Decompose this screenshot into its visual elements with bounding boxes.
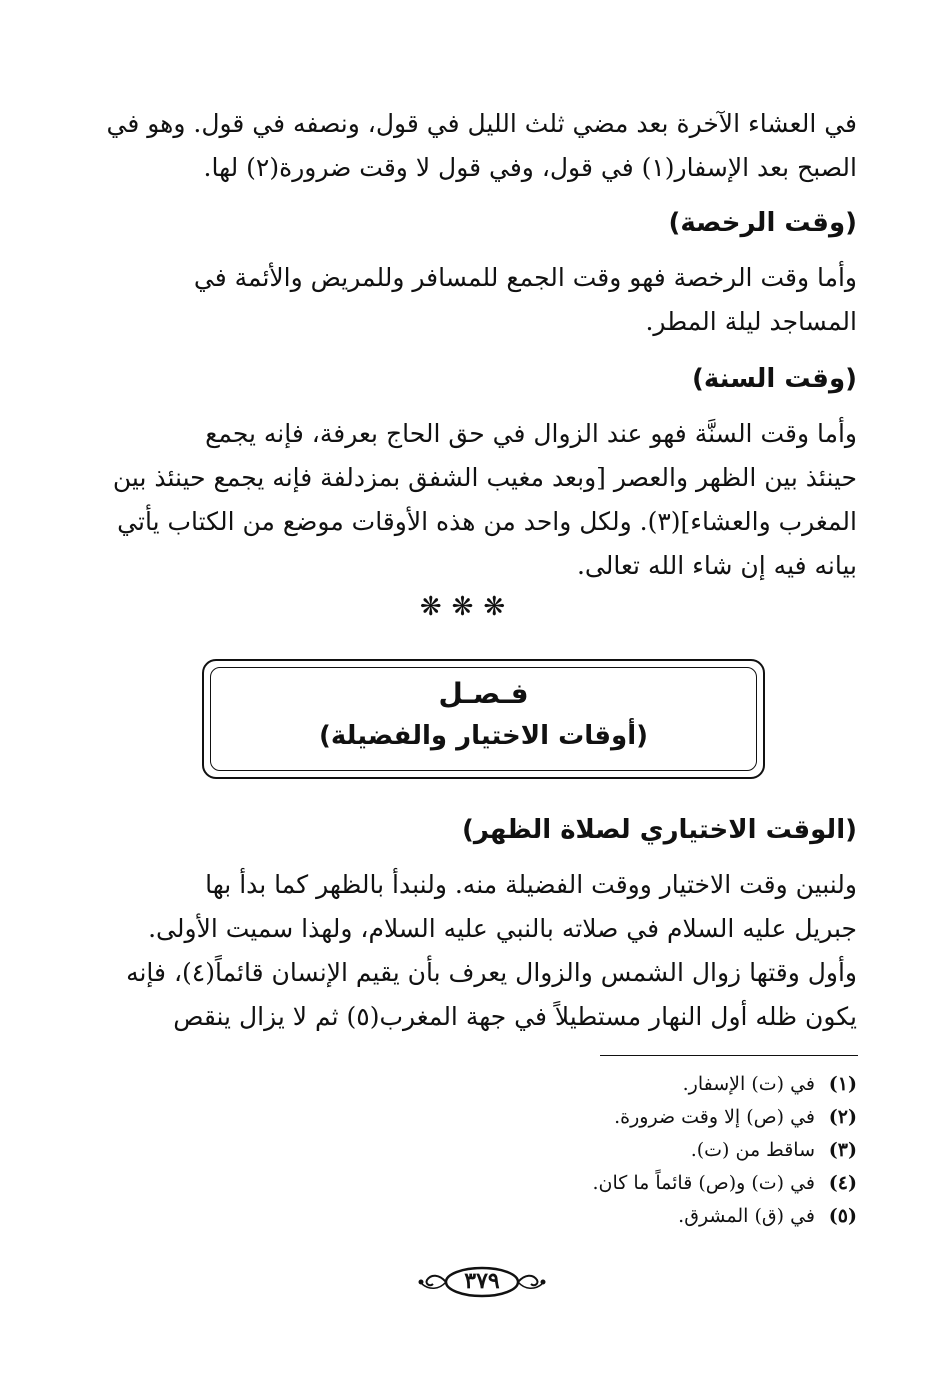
footnote <box>357 1200 857 1233</box>
text-line: وأما وقت السنَّة فهو عند الزوال في حق الحاج بعرفة، فإنه يجمع <box>205 419 857 448</box>
chapter-title: فـصـل <box>438 677 529 710</box>
text-line: يكون ظله أول النهار مستطيلاً في جهة المغرب(٥) ثم لا يزال ينقص <box>173 1002 857 1031</box>
text-line: في العشاء الآخرة بعد مضي ثلث الليل في قول، ونصفه في قول. وهو في <box>106 109 857 138</box>
text-line: المساجد ليلة المطر. <box>645 307 857 336</box>
footnote-divider <box>600 1055 858 1056</box>
footnote <box>357 1068 857 1101</box>
footnote-number: (٤) <box>828 1172 857 1194</box>
footnote-number: (٣) <box>828 1139 857 1161</box>
footnote-number: (٥) <box>828 1205 857 1227</box>
text-line: وأول وقتها زوال الشمس والزوال يعرف بأن يقيم الإنسان قائماً(٤)، فإنه <box>126 958 857 987</box>
footnote <box>357 1167 857 1200</box>
dhuhr-heading: (الوقت الاختياري لصلاة الظهر) <box>461 815 857 845</box>
footnotes-list <box>357 1068 857 1233</box>
page-number-ornament <box>417 1263 547 1301</box>
footnote-text: في (ت) الإسفار. <box>682 1073 815 1095</box>
chapter-title-box <box>202 659 765 779</box>
text-line: وأما وقت الرخصة فهو وقت الجمع للمسافر وللمريض والأئمة في <box>193 263 857 292</box>
text-line: حينئذ بين الظهر والعصر [وبعد مغيب الشفق بمزدلفة فإنه يجمع حينئذ بين <box>112 463 857 492</box>
text-line: المغرب والعشاء](٣). ولكل واحد من هذه الأوقات موضع من الكتاب يأتي <box>117 507 857 536</box>
footnote-number: (١) <box>828 1073 857 1095</box>
page-number: ٣٧٩ <box>464 1268 500 1294</box>
rukhsa-heading: (وقت الرخصة) <box>668 208 857 238</box>
sunna-heading: (وقت السنة) <box>691 364 857 394</box>
footnote-text: في (ت) و(ص) قائماً ما كان. <box>592 1172 815 1194</box>
footnote <box>357 1134 857 1167</box>
intro-paragraph <box>77 102 857 190</box>
text-line: ولنبين وقت الاختيار ووقت الفضيلة منه. ولنبدأ بالظهر كما بدأ بها <box>205 870 857 899</box>
footnote-number: (٢) <box>828 1106 857 1128</box>
sunna-paragraph <box>77 412 857 588</box>
text-line: بيانه فيه إن شاء الله تعالى. <box>576 551 857 580</box>
dhuhr-paragraph <box>77 863 857 1039</box>
footnote <box>357 1101 857 1134</box>
section-separator: ❋❋❋ <box>419 592 516 622</box>
rukhsa-paragraph <box>77 256 857 344</box>
text-line: الصبح بعد الإسفار(١) في قول، وفي قول لا وقت ضرورة(٢) لها. <box>203 153 857 182</box>
chapter-subtitle: (أوقات الاختيار والفضيلة) <box>319 721 648 751</box>
footnote-text: ساقط من (ت). <box>690 1139 815 1161</box>
footnote-text: في (ق) المشرق. <box>678 1205 815 1227</box>
text-line: جبريل عليه السلام في صلاته بالنبي عليه السلام، ولهذا سميت الأولى. <box>148 914 857 943</box>
footnote-text: في (ص) إلا وقت ضرورة. <box>614 1106 815 1128</box>
